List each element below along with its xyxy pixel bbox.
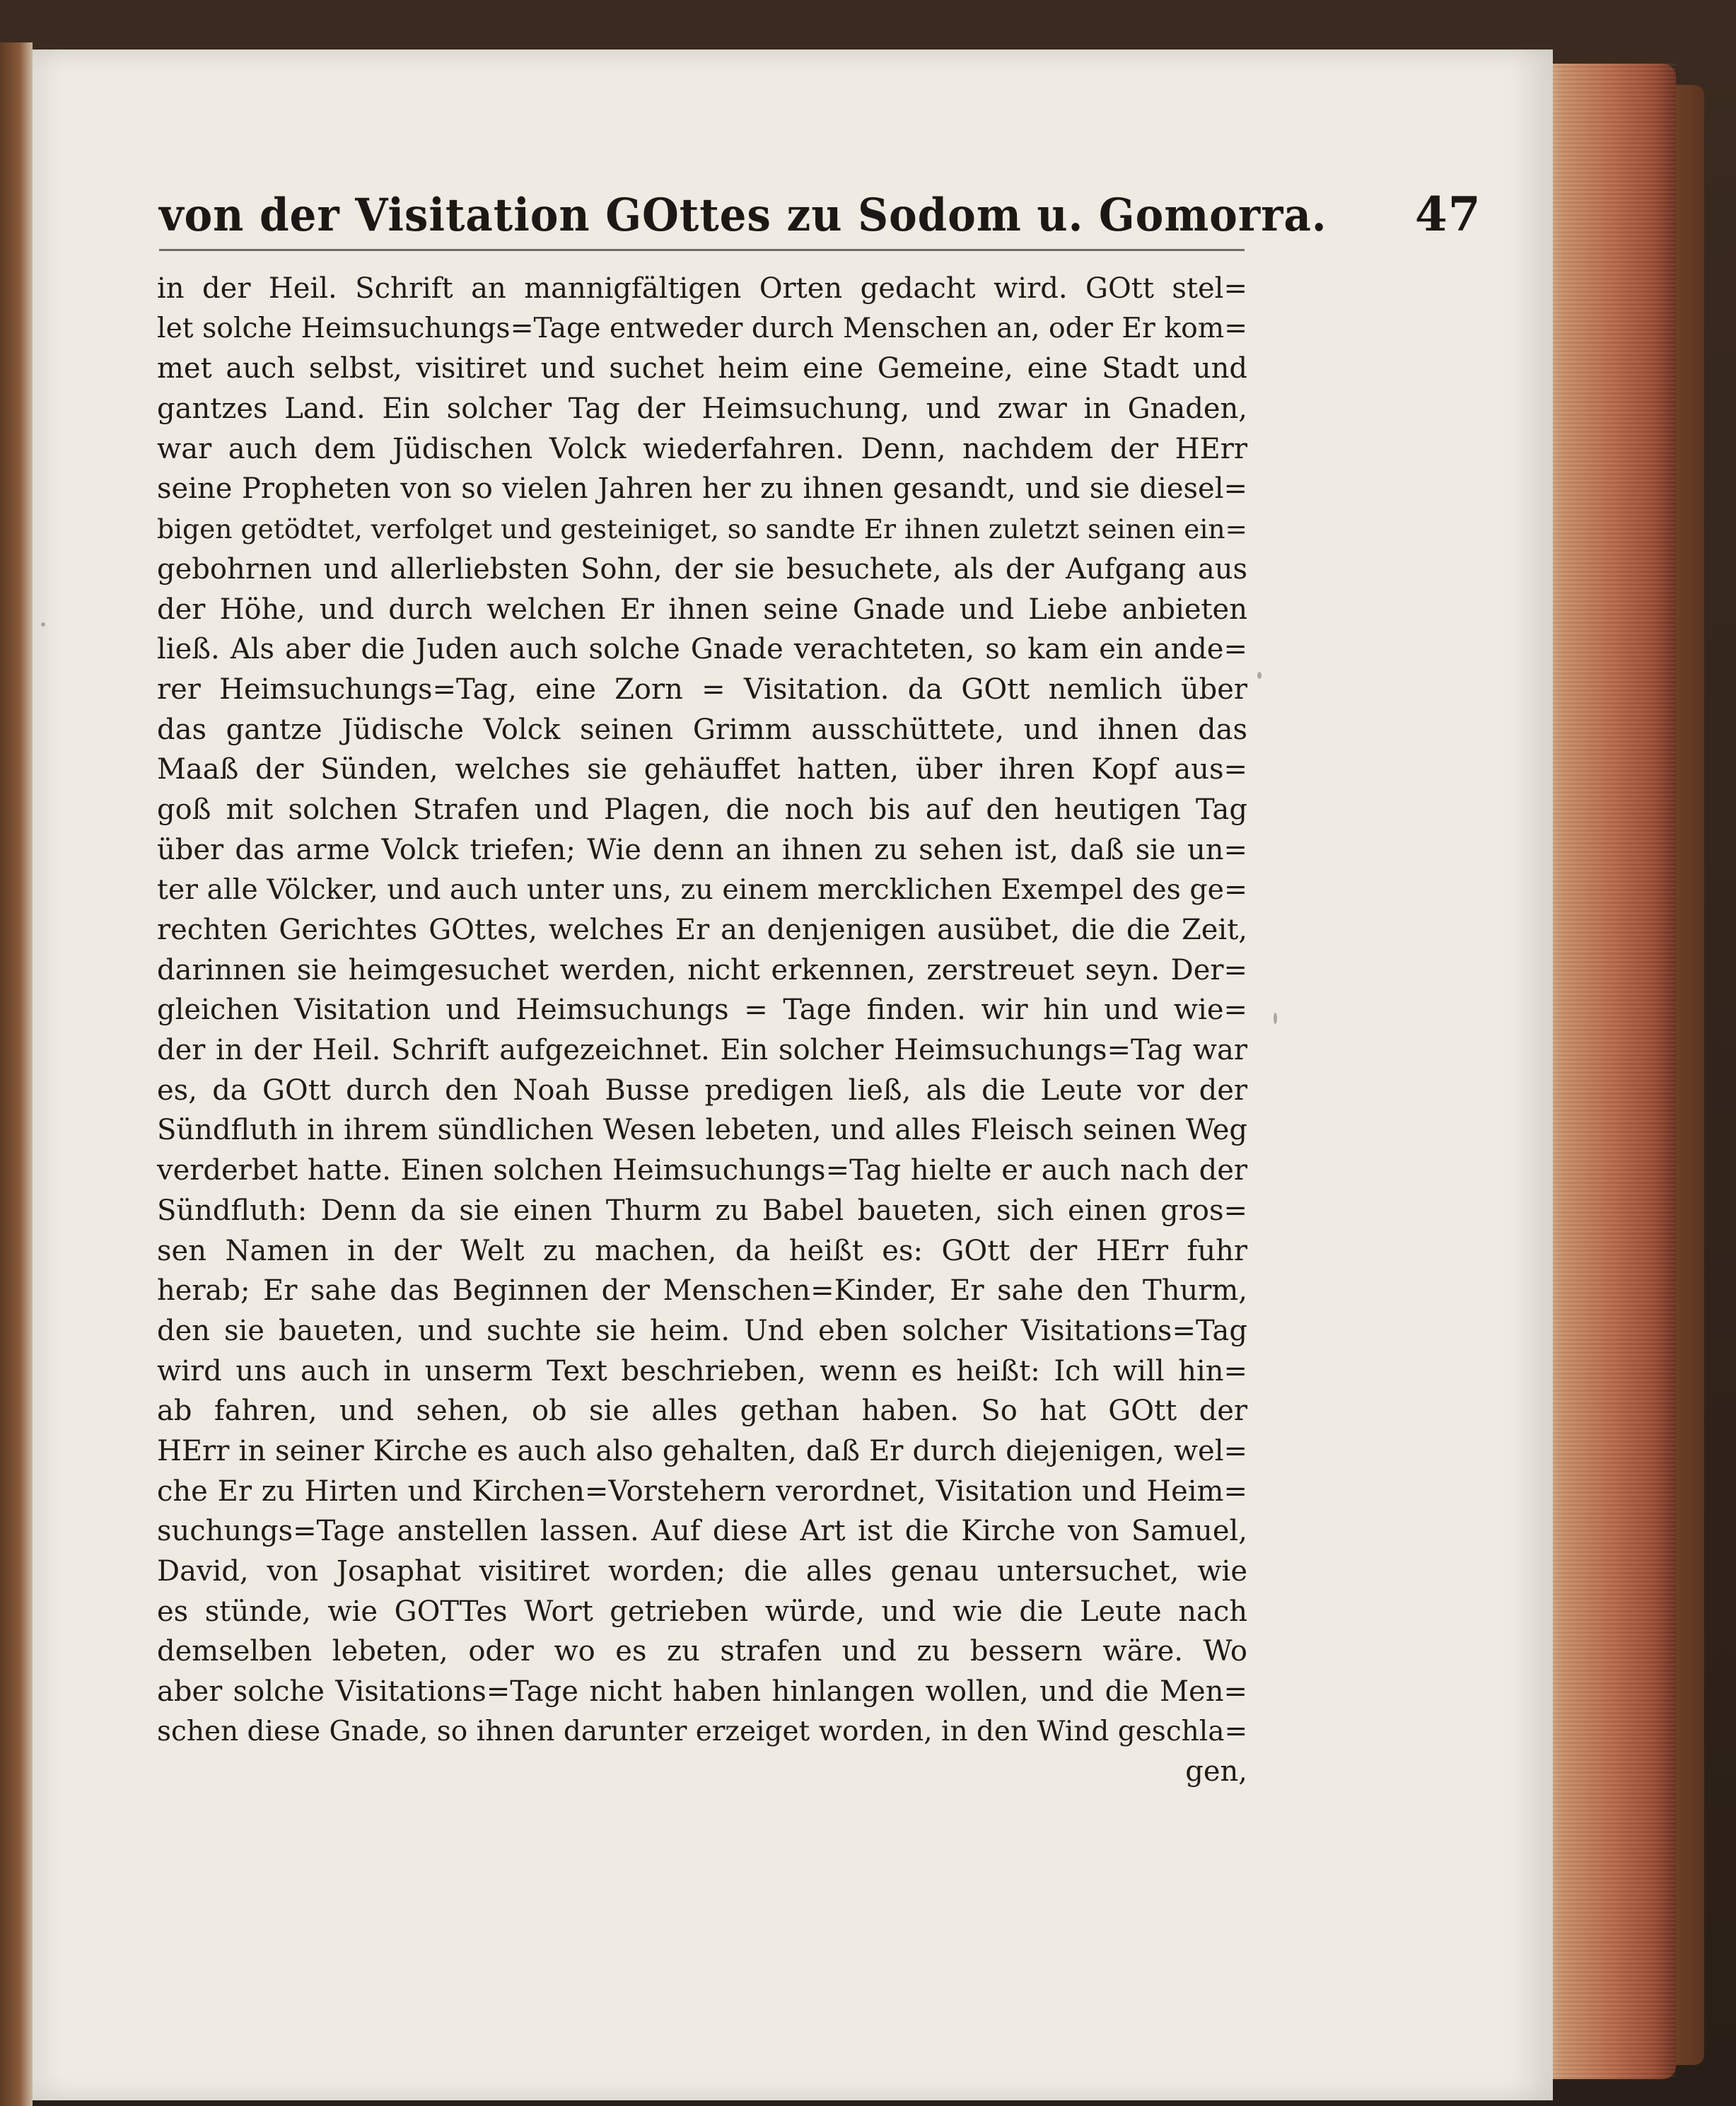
- text-line: schen diese Gnade, so ihnen darunter erzeiget worden, in den Wind geschla=: [157, 1715, 1248, 1747]
- paper-speck: [41, 622, 45, 627]
- text-line: herab; Er sahe das Beginnen der Menschen=Kinder, Er sahe den Thurm,: [157, 1274, 1247, 1308]
- text-line: gebohrnen und allerliebsten Sohn, der sie besuchete, als der Aufgang aus: [157, 552, 1247, 586]
- text-line: darinnen sie heimgesuchet werden, nicht erkennen, zerstreuet seyn. Der=: [157, 953, 1247, 987]
- text-line: seine Propheten von so vielen Jahren her zu ihnen gesandt, und sie diesel=: [157, 472, 1247, 506]
- text-line: Sündfluth in ihrem sündlichen Wesen lebeten, und alles Fleisch seinen Weg: [157, 1114, 1247, 1147]
- running-header: [159, 185, 1481, 242]
- text-line: rechten Gerichtes GOttes, welches Er an denjenigen ausübet, die die Zeit,: [157, 914, 1247, 946]
- text-line: der in der Heil. Schrift aufgezeichnet. Ein solcher Heimsuchungs=Tag war: [157, 1034, 1247, 1067]
- page-block-edge: [1534, 64, 1676, 2079]
- text-line: met auch selbst, visitiret und suchet heim eine Gemeine, eine Stadt und: [157, 352, 1247, 385]
- paper-speck: [1274, 1013, 1277, 1024]
- text-line: Sündfluth: Denn da sie einen Thurm zu Babel baueten, sich einen gros=: [157, 1194, 1247, 1227]
- text-line: let solche Heimsuchungs=Tage entweder durch Menschen an, oder Er kom=: [157, 312, 1247, 344]
- text-line: Maaß der Sünden, welches sie gehäuffet hatten, über ihren Kopf aus=: [157, 753, 1247, 786]
- text-line: ter alle Völcker, und auch unter uns, zu einem mercklichen Exempel des ge=: [157, 873, 1247, 907]
- text-line: das gantze Jüdische Volck seinen Grimm ausschüttete, und ihnen das: [157, 713, 1247, 746]
- text-line: goß mit solchen Strafen und Plagen, die noch bis auf den heutigen Tag: [157, 793, 1247, 826]
- text-line: HErr in seiner Kirche es auch also gehalten, daß Er durch diejenigen, wel=: [157, 1434, 1247, 1467]
- text-line: verderbet hatte. Einen solchen Heimsuchungs=Tag hielte er auch nach der: [157, 1154, 1247, 1187]
- header-rule: [159, 249, 1245, 251]
- text-line: der Höhe, und durch welchen Er ihnen seine Gnade und Liebe anbieten: [157, 593, 1247, 626]
- text-line: suchungs=Tage anstellen lassen. Auf diese Art ist die Kirche von Samuel,: [157, 1515, 1247, 1548]
- text-line: ab fahren, und sehen, ob sie alles gethan haben. So hat GOtt der: [157, 1395, 1247, 1428]
- text-line: den sie baueten, und suchte sie heim. Und eben solcher Visitations=Tag: [157, 1314, 1247, 1347]
- running-title: von der Visitation GOttes zu Sodom u. Gomorra.: [159, 189, 1327, 242]
- text-line: wird uns auch in unserm Text beschrieben, wenn es heißt: Ich will hin=: [157, 1354, 1247, 1387]
- text-line: es, da GOtt durch den Noah Busse predigen ließ, als die Leute vor der: [157, 1074, 1247, 1107]
- text-line: über das arme Volck triefen; Wie denn an ihnen zu sehen ist, daß sie un=: [157, 833, 1247, 866]
- left-page-edge: [0, 42, 33, 2106]
- text-line: ließ. Als aber die Juden auch solche Gnade verachteten, so kam ein ande=: [157, 633, 1247, 666]
- text-line: demselben lebeten, oder wo es zu strafen und zu bessern wäre. Wo: [157, 1635, 1247, 1668]
- text-line: in der Heil. Schrift an mannigfältigen Orten gedacht wird. GOtt stel=: [157, 272, 1247, 305]
- body-text: [157, 269, 1247, 1792]
- text-line: David, von Josaphat visitiret worden; die alles genau untersuchet, wie: [157, 1555, 1247, 1588]
- text-line: rer Heimsuchungs=Tag, eine Zorn = Visitation. da GOtt nemlich über: [157, 673, 1247, 706]
- text-line: gleichen Visitation und Heimsuchungs = Tage finden. wir hin und wie=: [157, 994, 1247, 1027]
- text-line: gantzes Land. Ein solcher Tag der Heimsuchung, und zwar in Gnaden,: [157, 392, 1247, 426]
- text-line: che Er zu Hirten und Kirchen=Vorstehern verordnet, Visitation und Heim=: [157, 1474, 1247, 1508]
- text-line: es stünde, wie GOTTes Wort getrieben würde, und wie die Leute nach: [157, 1595, 1247, 1628]
- paper-speck: [1257, 672, 1262, 679]
- page-number: 47: [1414, 187, 1481, 242]
- text-line: sen Namen in der Welt zu machen, da heißt es: GOtt der HErr fuhr: [157, 1234, 1247, 1267]
- text-line: aber solche Visitations=Tage nicht haben hinlangen wollen, und die Men=: [157, 1675, 1247, 1709]
- text-line: gen,: [1185, 1755, 1247, 1788]
- text-line: war auch dem Jüdischen Volck wiederfahren. Denn, nachdem der HErr: [157, 432, 1247, 465]
- text-line: bigen getödtet, verfolget und gesteiniget, so sandte Er ihnen zuletzt seinen ein=: [157, 513, 1247, 545]
